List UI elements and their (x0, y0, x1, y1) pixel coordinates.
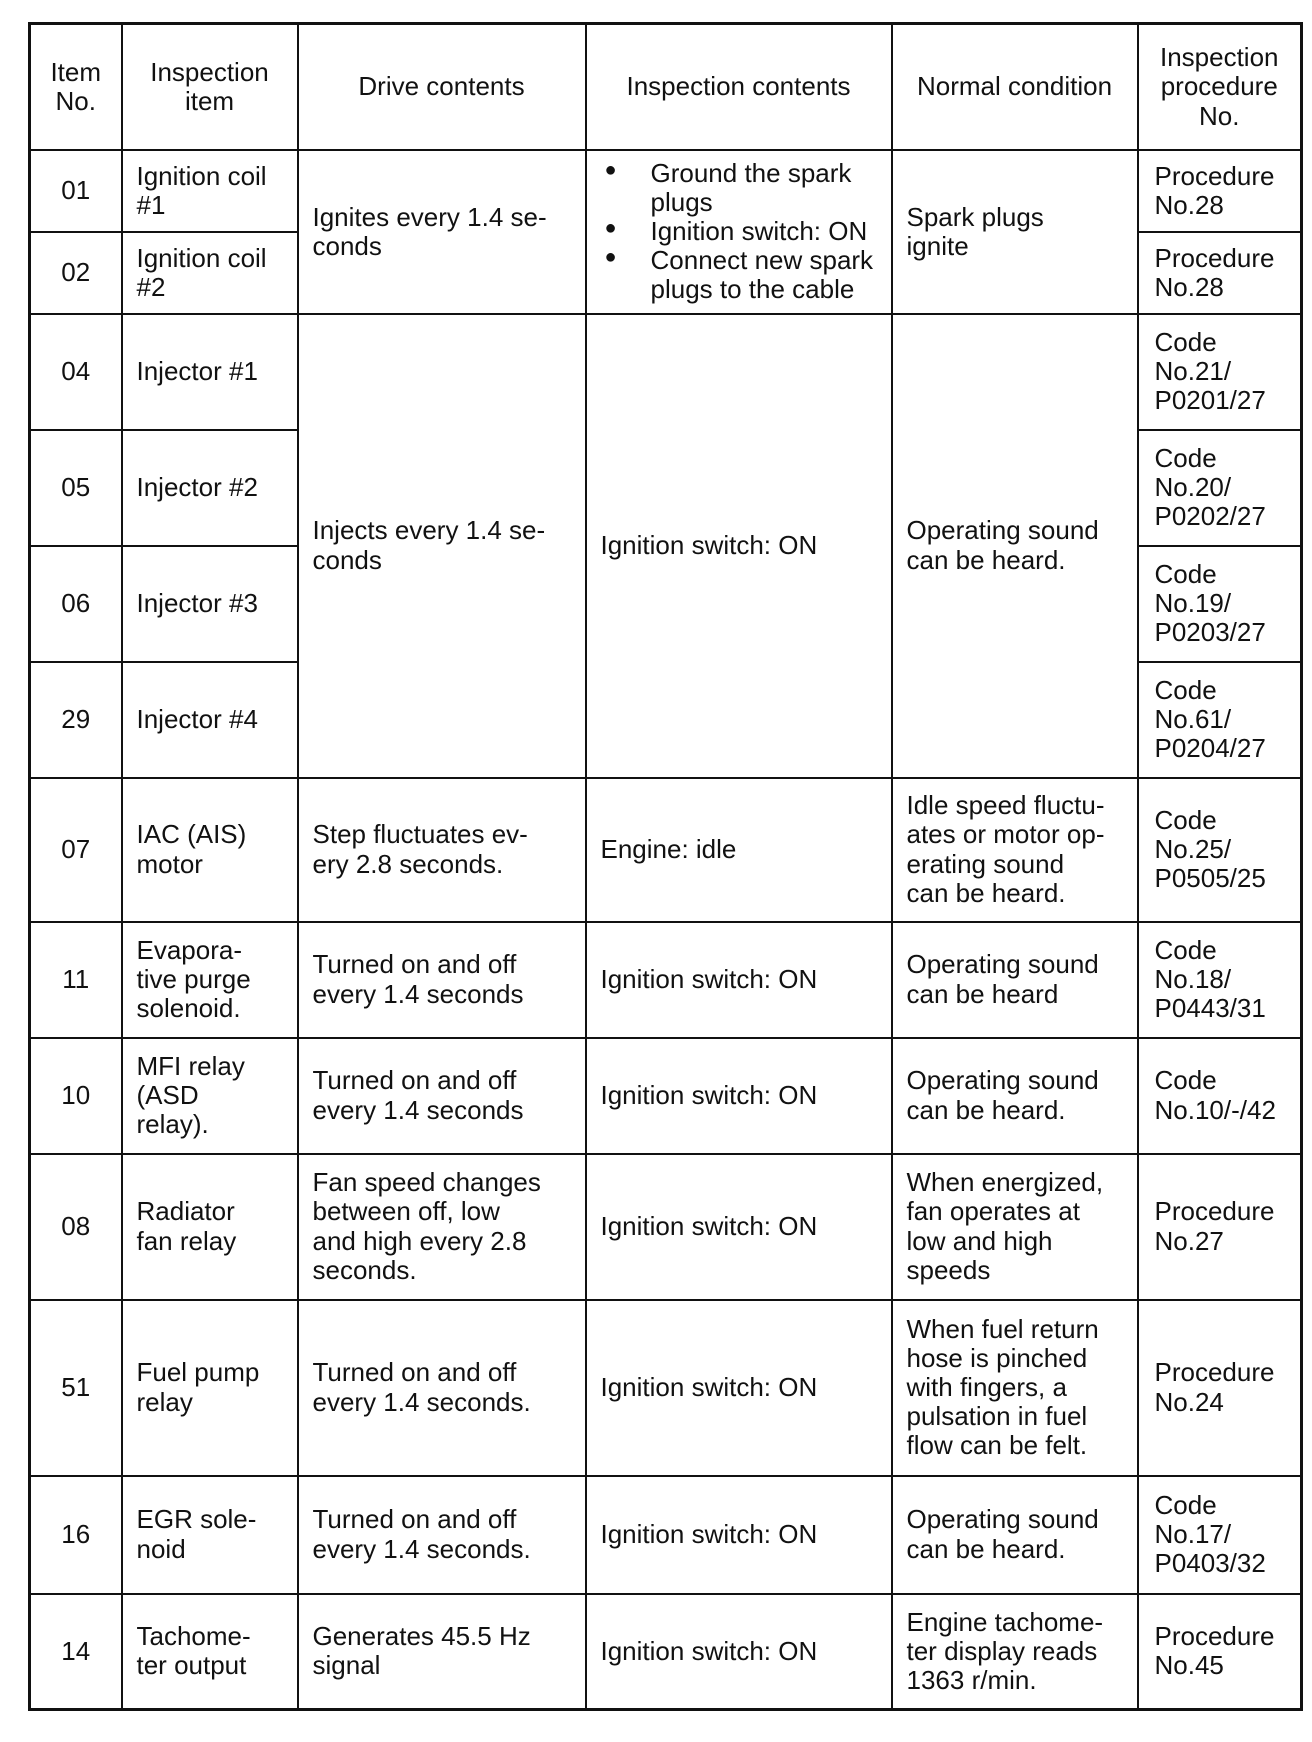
item-no: 05 (30, 430, 122, 546)
normal-condition: Engine tachome- ter display reads 1363 r/min. (892, 1594, 1138, 1710)
inspection-contents: Ignition switch: ON (586, 1154, 892, 1300)
item-no: 11 (30, 922, 122, 1038)
procedure-no: Code No.20/ P0202/27 (1138, 430, 1302, 546)
table-row (30, 1476, 1302, 1594)
procedure-no: Code No.18/ P0443/31 (1138, 922, 1302, 1038)
table-row (30, 1594, 1302, 1710)
item-no: 14 (30, 1594, 122, 1710)
inspection-item: Tachome- ter output (122, 1594, 298, 1710)
inspection-contents: Ignition switch: ON (586, 314, 892, 778)
inspection-contents: Ignition switch: ON (586, 1300, 892, 1476)
table-row (30, 1154, 1302, 1300)
inspection-contents: Ignition switch: ON (586, 1594, 892, 1710)
inspection-contents: Engine: idle (586, 778, 892, 922)
header-item-no: Item No. (30, 24, 122, 151)
header-inspection-contents: Inspection contents (586, 24, 892, 151)
list-item: ● Connect new spark plugs to the cable (601, 246, 877, 304)
procedure-no: Procedure No.28 (1138, 150, 1302, 232)
procedure-no: Code No.21/ P0201/27 (1138, 314, 1302, 430)
item-no: 51 (30, 1300, 122, 1476)
procedure-no: Procedure No.45 (1138, 1594, 1302, 1710)
inspection-item: Injector #1 (122, 314, 298, 430)
header-procedure-no: Inspection procedure No. (1138, 24, 1302, 151)
drive-contents: Turned on and off every 1.4 seconds (298, 1038, 586, 1154)
inspection-bullet-list (601, 159, 877, 305)
inspection-item: Evapora- tive purge solenoid. (122, 922, 298, 1038)
inspection-item: Injector #3 (122, 546, 298, 662)
item-no: 01 (30, 150, 122, 232)
table-row (30, 1300, 1302, 1476)
inspection-contents: Ignition switch: ON (586, 922, 892, 1038)
drive-contents: Injects every 1.4 se- conds (298, 314, 586, 778)
item-no: 10 (30, 1038, 122, 1154)
item-no: 06 (30, 546, 122, 662)
normal-condition: Spark plugs ignite (892, 150, 1138, 314)
item-no: 07 (30, 778, 122, 922)
inspection-item: MFI relay (ASD relay). (122, 1038, 298, 1154)
normal-condition: Operating sound can be heard. (892, 314, 1138, 778)
procedure-no: Procedure No.24 (1138, 1300, 1302, 1476)
inspection-contents: Ignition switch: ON (586, 1038, 892, 1154)
inspection-item: Fuel pump relay (122, 1300, 298, 1476)
normal-condition: Operating sound can be heard. (892, 1476, 1138, 1594)
item-no: 02 (30, 232, 122, 314)
drive-contents: Ignites every 1.4 se- conds (298, 150, 586, 314)
header-normal-condition: Normal condition (892, 24, 1138, 151)
drive-contents: Fan speed changes between off, low and high every 2.8 seconds. (298, 1154, 586, 1300)
table-row (30, 150, 1302, 232)
normal-condition: When energized, fan operates at low and high speeds (892, 1154, 1138, 1300)
procedure-no: Procedure No.28 (1138, 232, 1302, 314)
drive-contents: Turned on and off every 1.4 seconds (298, 922, 586, 1038)
drive-contents: Turned on and off every 1.4 seconds. (298, 1300, 586, 1476)
inspection-contents: Ignition switch: ON (586, 1476, 892, 1594)
header-inspection-item: Inspection item (122, 24, 298, 151)
table-row (30, 1038, 1302, 1154)
normal-condition: Operating sound can be heard (892, 922, 1138, 1038)
procedure-no: Code No.25/ P0505/25 (1138, 778, 1302, 922)
item-no: 04 (30, 314, 122, 430)
normal-condition: Idle speed fluctu- ates or motor op- erating sound can be heard. (892, 778, 1138, 922)
inspection-contents (586, 150, 892, 314)
inspection-item: EGR sole- noid (122, 1476, 298, 1594)
item-no: 08 (30, 1154, 122, 1300)
inspection-item: Injector #2 (122, 430, 298, 546)
item-no: 16 (30, 1476, 122, 1594)
normal-condition: Operating sound can be heard. (892, 1038, 1138, 1154)
list-item: ● Ignition switch: ON (601, 217, 877, 246)
inspection-item: IAC (AIS) motor (122, 778, 298, 922)
procedure-no: Code No.61/ P0204/27 (1138, 662, 1302, 778)
list-item: ● Ground the spark plugs (601, 159, 877, 217)
drive-contents: Step fluctuates ev- ery 2.8 seconds. (298, 778, 586, 922)
drive-contents: Generates 45.5 Hz signal (298, 1594, 586, 1710)
procedure-no: Procedure No.27 (1138, 1154, 1302, 1300)
table-row (30, 314, 1302, 430)
actuator-test-table (28, 22, 1303, 1711)
inspection-item: Injector #4 (122, 662, 298, 778)
table-row (30, 922, 1302, 1038)
inspection-item: Ignition coil #1 (122, 150, 298, 232)
table-row (30, 778, 1302, 922)
inspection-item: Radiator fan relay (122, 1154, 298, 1300)
procedure-no: Code No.19/ P0203/27 (1138, 546, 1302, 662)
item-no: 29 (30, 662, 122, 778)
normal-condition: When fuel return hose is pinched with fingers, a pulsation in fuel flow can be felt. (892, 1300, 1138, 1476)
inspection-item: Ignition coil #2 (122, 232, 298, 314)
header-row (30, 24, 1302, 151)
procedure-no: Code No.10/-/42 (1138, 1038, 1302, 1154)
drive-contents: Turned on and off every 1.4 seconds. (298, 1476, 586, 1594)
header-drive-contents: Drive contents (298, 24, 586, 151)
procedure-no: Code No.17/ P0403/32 (1138, 1476, 1302, 1594)
